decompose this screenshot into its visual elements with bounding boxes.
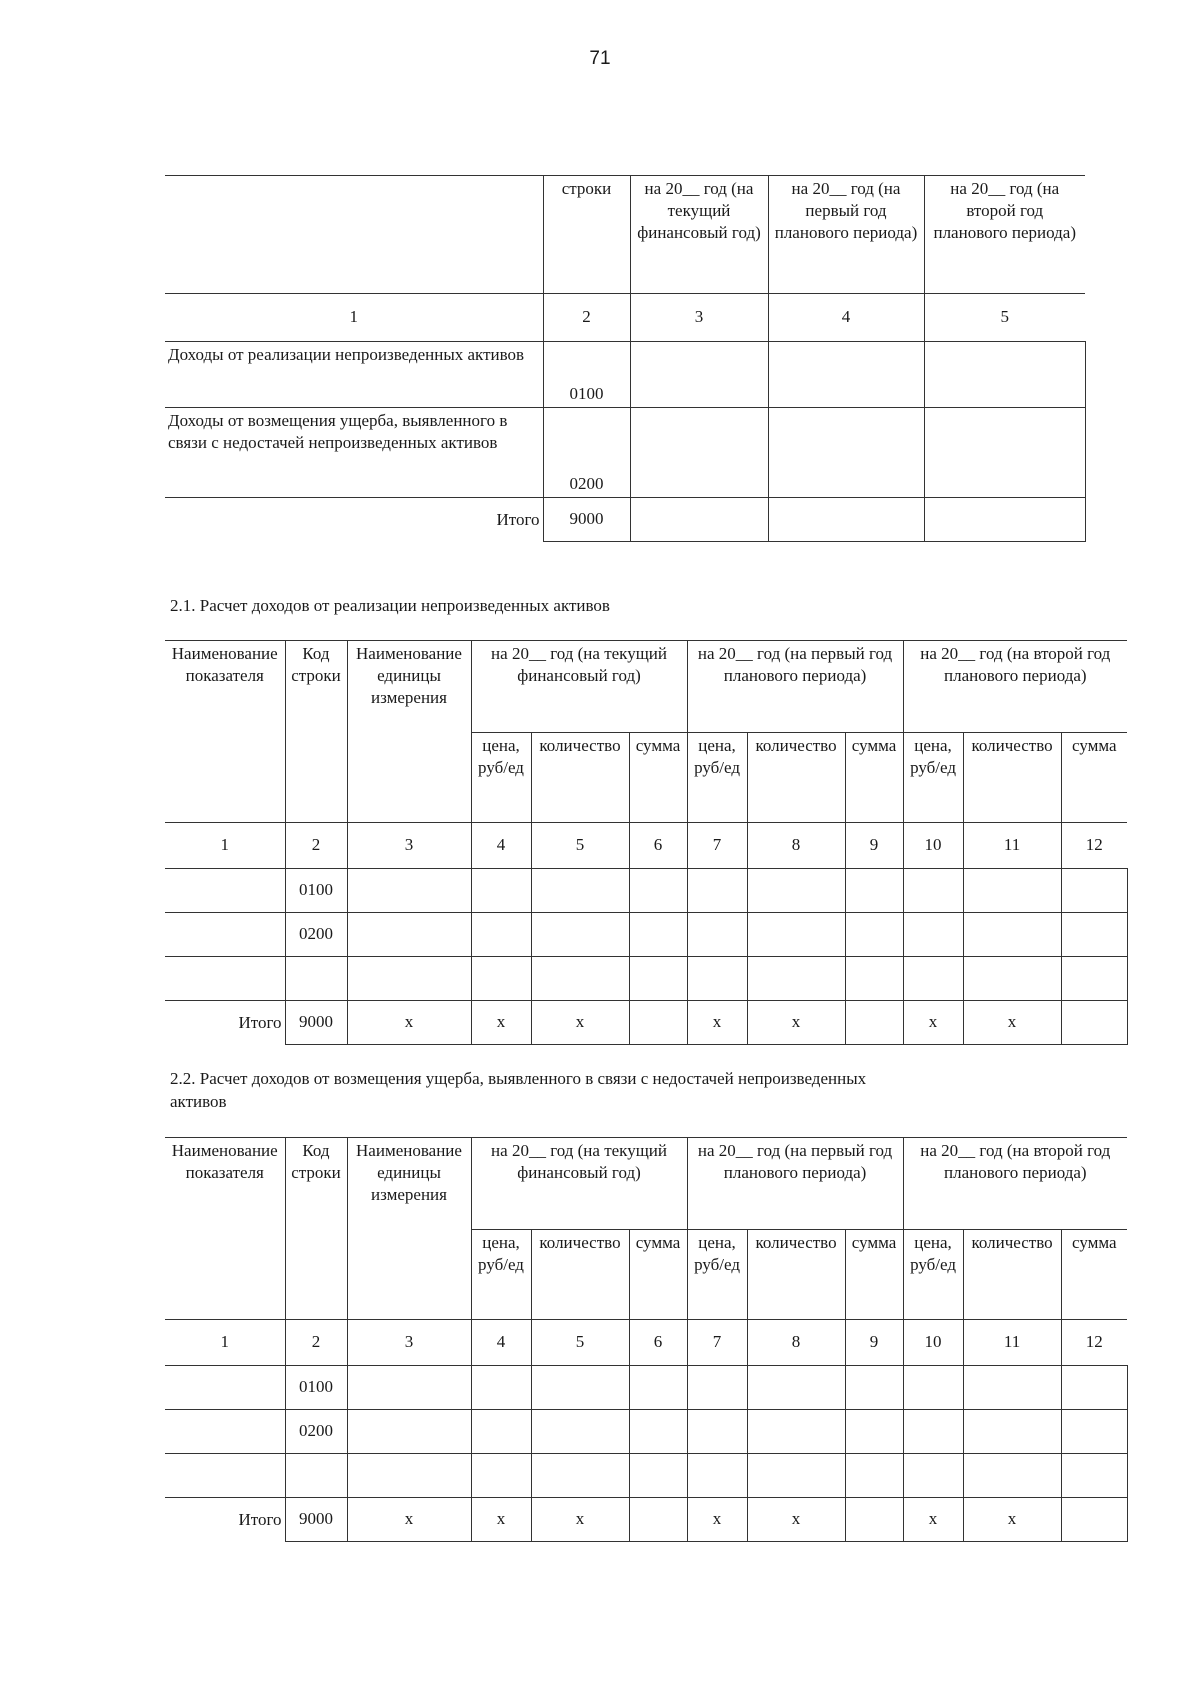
header-first-plan-year: на 20__ год (на первый год планового периода) — [687, 1138, 903, 1230]
value-cell[interactable] — [963, 957, 1061, 1001]
total-code: 9000 — [543, 498, 630, 542]
col-number: 12 — [1061, 823, 1127, 869]
x-mark: х — [531, 1498, 629, 1542]
total-code: 9000 — [285, 1001, 347, 1045]
value-cell[interactable] — [1061, 1001, 1127, 1045]
header-price: цена, руб/ед — [903, 733, 963, 823]
col-number: 1 — [165, 1320, 285, 1366]
header-price: цена, руб/ед — [471, 733, 531, 823]
value-cell[interactable] — [845, 869, 903, 913]
header-sum: сумма — [1061, 1230, 1127, 1320]
value-cell[interactable] — [747, 1454, 845, 1498]
value-cell[interactable] — [903, 957, 963, 1001]
value-cell[interactable] — [471, 1366, 531, 1410]
value-cell[interactable] — [1061, 1498, 1127, 1542]
table-row-total — [165, 1498, 1127, 1542]
value-cell[interactable] — [471, 957, 531, 1001]
value-cell[interactable] — [531, 913, 629, 957]
header-quantity: количество — [963, 1230, 1061, 1320]
row-name-cell[interactable] — [165, 1410, 285, 1454]
header-line-code: Код строки — [285, 1138, 347, 1320]
row-name-cell[interactable] — [165, 1366, 285, 1410]
x-mark: х — [471, 1498, 531, 1542]
value-cell[interactable] — [531, 869, 629, 913]
header-sum: сумма — [845, 733, 903, 823]
value-cell[interactable] — [629, 1498, 687, 1542]
value-cell[interactable] — [963, 913, 1061, 957]
col-number: 2 — [285, 823, 347, 869]
row-name: Доходы от реализации непроизведенных активов — [165, 342, 543, 408]
table-row-total — [165, 498, 1085, 542]
header-current-year: на 20__ год (на текущий финансовый год) — [471, 641, 687, 733]
value-cell[interactable] — [629, 1454, 687, 1498]
value-cell[interactable] — [845, 957, 903, 1001]
value-cell[interactable] — [747, 1410, 845, 1454]
x-mark: х — [347, 1001, 471, 1045]
col-number: 8 — [747, 823, 845, 869]
value-cell[interactable] — [845, 1410, 903, 1454]
value-cell[interactable] — [471, 1410, 531, 1454]
row-code: 0200 — [285, 913, 347, 957]
col-number: 9 — [845, 823, 903, 869]
value-cell[interactable] — [845, 1001, 903, 1045]
unit-cell[interactable] — [347, 957, 471, 1001]
row-code: 0200 — [543, 408, 630, 498]
value-cell[interactable] — [963, 1366, 1061, 1410]
col-number: 4 — [471, 1320, 531, 1366]
value-cell[interactable] — [903, 1366, 963, 1410]
header-price: цена, руб/ед — [687, 733, 747, 823]
x-mark: х — [471, 1001, 531, 1045]
x-mark: х — [687, 1001, 747, 1045]
col-number: 2 — [543, 294, 630, 342]
unit-cell[interactable] — [347, 913, 471, 957]
col-number: 8 — [747, 1320, 845, 1366]
header-second-plan-year: на 20__ год (на второй год планового периода) — [924, 176, 1085, 294]
row-code: 0100 — [543, 342, 630, 408]
col-number: 1 — [165, 823, 285, 869]
header-first-plan-year: на 20__ год (на первый год планового периода) — [768, 176, 924, 294]
value-cell[interactable] — [747, 1366, 845, 1410]
value-cell[interactable] — [903, 1454, 963, 1498]
unit-cell[interactable] — [347, 1410, 471, 1454]
value-cell[interactable] — [531, 1454, 629, 1498]
section-2-1-table — [165, 640, 1128, 1045]
row-name-cell[interactable] — [165, 1454, 285, 1498]
row-code: 0100 — [285, 869, 347, 913]
header-indicator — [165, 176, 543, 294]
value-cell[interactable] — [471, 913, 531, 957]
value-cell[interactable] — [687, 869, 747, 913]
value-cell[interactable] — [1061, 869, 1127, 913]
section-2-2-title: 2.2. Расчет доходов от возмещения ущерба, выявленного в связи с недостачей непроизведенных активов — [170, 1069, 867, 1111]
value-cell[interactable] — [471, 869, 531, 913]
page-number: 71 — [589, 48, 611, 69]
header-sum: сумма — [629, 733, 687, 823]
value-cell[interactable] — [629, 1366, 687, 1410]
section-2-2-table — [165, 1137, 1128, 1542]
value-cell[interactable] — [747, 913, 845, 957]
col-number: 3 — [630, 294, 768, 342]
col-number: 5 — [531, 1320, 629, 1366]
row-code — [285, 957, 347, 1001]
col-number: 6 — [629, 823, 687, 869]
table-row-total — [165, 1001, 1127, 1045]
value-cell[interactable] — [629, 869, 687, 913]
unit-cell[interactable] — [347, 869, 471, 913]
value-cell[interactable] — [687, 1410, 747, 1454]
value-cell[interactable] — [1061, 913, 1127, 957]
value-cell[interactable] — [1061, 1410, 1127, 1454]
row-code: 0200 — [285, 1410, 347, 1454]
header-price: цена, руб/ед — [471, 1230, 531, 1320]
table-row — [165, 408, 1085, 498]
row-name: Доходы от возмещения ущерба, выявленного в связи с недостачей непроизведенных активов — [165, 408, 543, 498]
row-code — [285, 1454, 347, 1498]
x-mark: х — [963, 1498, 1061, 1542]
x-mark: х — [747, 1001, 845, 1045]
row-name-cell[interactable] — [165, 869, 285, 913]
x-mark: х — [903, 1498, 963, 1542]
value-cell[interactable] — [687, 913, 747, 957]
header-line-code: Код строки — [285, 641, 347, 823]
table-row — [165, 957, 1127, 1001]
value-cell[interactable] — [629, 1410, 687, 1454]
value-cell[interactable] — [747, 869, 845, 913]
col-number: 5 — [924, 294, 1085, 342]
header-quantity: количество — [747, 1230, 845, 1320]
value-cell[interactable] — [747, 957, 845, 1001]
value-cell[interactable] — [963, 1410, 1061, 1454]
value-cell[interactable] — [924, 342, 1085, 408]
value-cell[interactable] — [687, 1366, 747, 1410]
col-number: 7 — [687, 823, 747, 869]
value-cell[interactable] — [845, 913, 903, 957]
x-mark: х — [747, 1498, 845, 1542]
header-current-year: на 20__ год (на текущий финансовый год) — [471, 1138, 687, 1230]
header-first-plan-year: на 20__ год (на первый год планового периода) — [687, 641, 903, 733]
value-cell[interactable] — [629, 1001, 687, 1045]
header-line-code: строки — [543, 176, 630, 294]
income-summary-table — [165, 175, 1086, 542]
header-second-plan-year: на 20__ год (на второй год планового периода) — [903, 641, 1127, 733]
header-quantity: количество — [531, 1230, 629, 1320]
row-code: 0100 — [285, 1366, 347, 1410]
total-label: Итого — [165, 498, 543, 542]
value-cell[interactable] — [845, 1366, 903, 1410]
value-cell[interactable] — [687, 957, 747, 1001]
table-row — [165, 869, 1127, 913]
value-cell[interactable] — [845, 1454, 903, 1498]
value-cell[interactable] — [768, 498, 924, 542]
col-number: 10 — [903, 823, 963, 869]
value-cell[interactable] — [687, 1454, 747, 1498]
value-cell[interactable] — [924, 498, 1085, 542]
col-number: 6 — [629, 1320, 687, 1366]
header-second-plan-year: на 20__ год (на второй год планового периода) — [903, 1138, 1127, 1230]
header-quantity: количество — [747, 733, 845, 823]
x-mark: х — [347, 1498, 471, 1542]
table-row — [165, 1366, 1127, 1410]
col-number: 1 — [165, 294, 543, 342]
value-cell[interactable] — [531, 1366, 629, 1410]
x-mark: х — [903, 1001, 963, 1045]
x-mark: х — [531, 1001, 629, 1045]
header-quantity: количество — [531, 733, 629, 823]
value-cell[interactable] — [531, 957, 629, 1001]
value-cell[interactable] — [903, 869, 963, 913]
table-row — [165, 1410, 1127, 1454]
x-mark: х — [963, 1001, 1061, 1045]
table-row — [165, 342, 1085, 408]
col-number: 10 — [903, 1320, 963, 1366]
col-number: 12 — [1061, 1320, 1127, 1366]
value-cell[interactable] — [963, 869, 1061, 913]
value-cell[interactable] — [1061, 1454, 1127, 1498]
header-sum: сумма — [629, 1230, 687, 1320]
value-cell[interactable] — [903, 913, 963, 957]
col-number: 4 — [471, 823, 531, 869]
header-sum: сумма — [1061, 733, 1127, 823]
col-number: 11 — [963, 1320, 1061, 1366]
header-price: цена, руб/ед — [687, 1230, 747, 1320]
col-number: 7 — [687, 1320, 747, 1366]
header-indicator-name: Наименование показателя — [165, 1138, 285, 1320]
header-price: цена, руб/ед — [903, 1230, 963, 1320]
total-label: Итого — [165, 1498, 285, 1542]
col-number: 4 — [768, 294, 924, 342]
section-2-1-title: 2.1. Расчет доходов от реализации непроизведенных активов — [170, 596, 610, 615]
value-cell[interactable] — [471, 1454, 531, 1498]
col-number: 5 — [531, 823, 629, 869]
value-cell[interactable] — [768, 342, 924, 408]
value-cell[interactable] — [629, 957, 687, 1001]
value-cell[interactable] — [768, 408, 924, 498]
value-cell[interactable] — [845, 1498, 903, 1542]
value-cell[interactable] — [630, 342, 768, 408]
col-number: 11 — [963, 823, 1061, 869]
row-name-cell[interactable] — [165, 957, 285, 1001]
value-cell[interactable] — [629, 913, 687, 957]
header-unit: Наименование единицы измерения — [347, 641, 471, 823]
value-cell[interactable] — [903, 1410, 963, 1454]
value-cell[interactable] — [924, 408, 1085, 498]
header-current-year: на 20__ год (на текущий финансовый год) — [630, 176, 768, 294]
value-cell[interactable] — [531, 1410, 629, 1454]
col-number: 2 — [285, 1320, 347, 1366]
col-number: 9 — [845, 1320, 903, 1366]
header-sum: сумма — [845, 1230, 903, 1320]
total-label: Итого — [165, 1001, 285, 1045]
total-code: 9000 — [285, 1498, 347, 1542]
unit-cell[interactable] — [347, 1366, 471, 1410]
table-row — [165, 1454, 1127, 1498]
value-cell[interactable] — [630, 408, 768, 498]
value-cell[interactable] — [1061, 957, 1127, 1001]
col-number: 3 — [347, 823, 471, 869]
header-unit: Наименование единицы измерения — [347, 1138, 471, 1320]
value-cell[interactable] — [963, 1454, 1061, 1498]
header-indicator-name: Наименование показателя — [165, 641, 285, 823]
row-name-cell[interactable] — [165, 913, 285, 957]
value-cell[interactable] — [1061, 1366, 1127, 1410]
table-row — [165, 913, 1127, 957]
value-cell[interactable] — [630, 498, 768, 542]
header-quantity: количество — [963, 733, 1061, 823]
col-number: 3 — [347, 1320, 471, 1366]
unit-cell[interactable] — [347, 1454, 471, 1498]
x-mark: х — [687, 1498, 747, 1542]
